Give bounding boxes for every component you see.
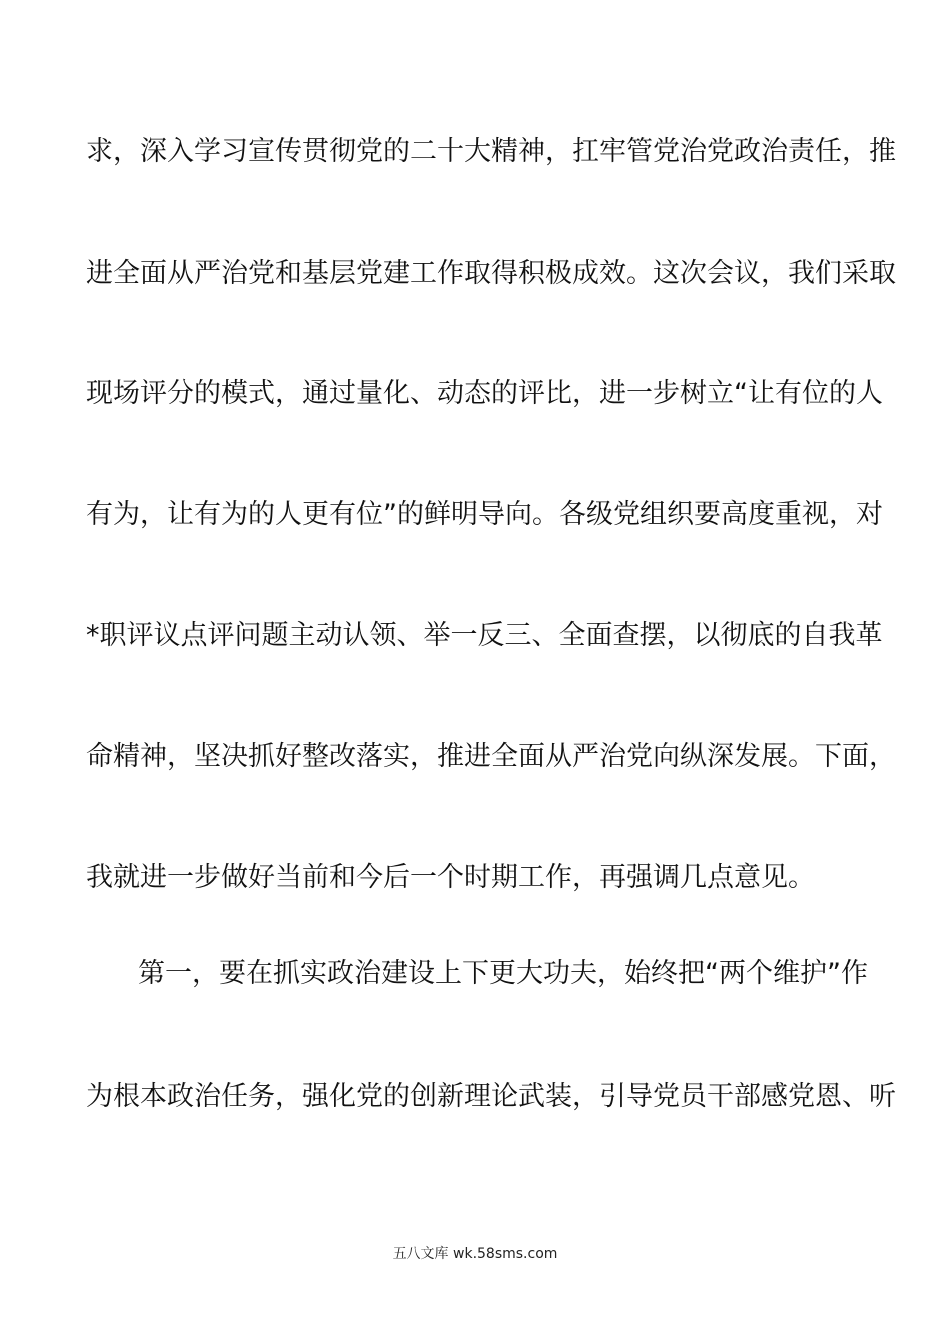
paragraph-line-3: 现场评分的模式，通过量化、动态的评比，进一步树立“让有位的人: [86, 378, 883, 409]
footer-watermark: 五八文库 wk.58sms.com: [392, 1246, 558, 1262]
paragraph-line-9: 为根本政治任务，强化党的创新理论武装，引导党员干部感党恩、听: [86, 1081, 896, 1112]
paragraph-line-8: 第一，要在抓实政治建设上下更大功夫，始终把“两个维护”作: [138, 958, 868, 989]
paragraph-line-2: 进全面从严治党和基层党建工作取得积极成效。这次会议，我们采取: [86, 258, 896, 289]
paragraph-line-6: 命精神，坚决抓好整改落实，推进全面从严治党向纵深发展。下面，: [86, 741, 896, 772]
paragraph-line-7: 我就进一步做好当前和今后一个时期工作，再强调几点意见。: [86, 862, 815, 893]
paragraph-line-1: 求，深入学习宣传贯彻党的二十大精神，扛牢管党治党政治责任，推: [86, 136, 896, 167]
paragraph-line-5: *职评议点评问题主动认领、举一反三、全面查摆，以彻底的自我革: [86, 620, 883, 651]
paragraph-line-4: 有为，让有为的人更有位”的鲜明导向。各级党组织要高度重视，对: [86, 499, 883, 530]
